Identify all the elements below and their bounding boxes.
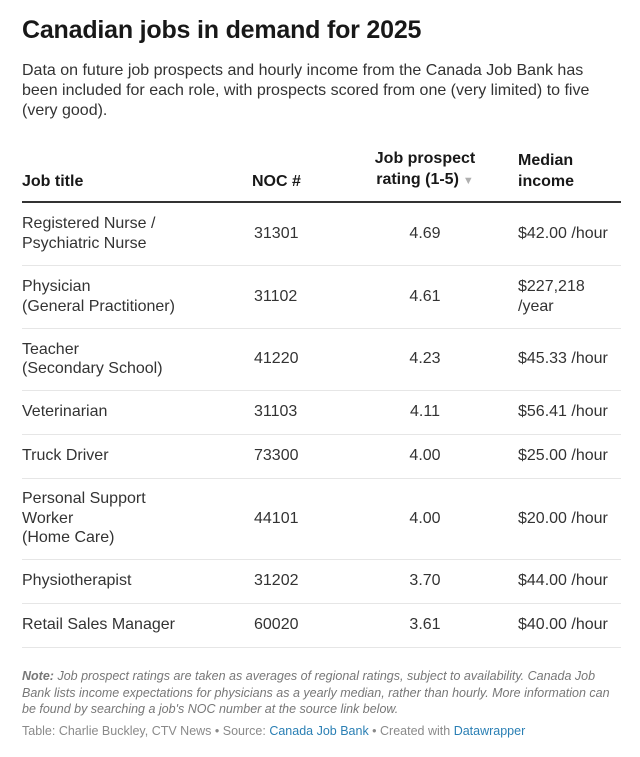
column-header-rating[interactable]: [350, 148, 518, 202]
table-row: [22, 603, 621, 647]
table-body: [22, 202, 621, 647]
cell-rating: 4.69: [350, 202, 518, 265]
cell-income: [518, 265, 621, 328]
cell-income: [518, 202, 621, 265]
column-header-job-title-label: Job title: [22, 173, 84, 190]
income-line: $20.00 /hour: [518, 509, 608, 527]
table-row: [22, 478, 621, 559]
cell-income: [518, 434, 621, 478]
cell-job-title: [22, 434, 252, 478]
job-title-line: Veterinarian: [22, 403, 108, 421]
table-header: [22, 148, 621, 202]
income-line: $42.00 /hour: [518, 225, 608, 242]
cell-job-title: [22, 478, 252, 559]
cell-noc: 73300: [252, 434, 350, 478]
job-title-line: (Secondary School): [22, 360, 163, 377]
income-line: $44.00 /hour: [518, 572, 608, 590]
cell-noc: 31102: [252, 265, 350, 328]
job-title-line: Personal Support: [22, 490, 146, 508]
cell-rating: 3.70: [350, 559, 518, 603]
cell-job-title: [22, 390, 252, 434]
table-row: [22, 265, 621, 328]
income-line: $45.33 /hour: [518, 350, 608, 368]
datawrapper-link[interactable]: Datawrapper: [453, 724, 526, 738]
job-title-line: Psychiatric Nurse: [22, 234, 147, 252]
job-title-line: (Home Care): [22, 529, 115, 547]
table-row: [22, 390, 621, 434]
credit-source-label: Source:: [222, 724, 270, 738]
income-line: /year: [518, 297, 554, 315]
table-row: [22, 328, 621, 390]
cell-job-title: [22, 265, 252, 328]
note-text: Job prospect ratings are taken as averages of regional ratings, subject to availability. Canada Job Bank lists income expectations for physicians as a yearly median, rather than hourly. More information can be found by searching a job's NOC number at the source link below.: [22, 669, 610, 716]
chart-note: [22, 668, 622, 718]
credit-separator: •: [211, 724, 223, 738]
column-header-income[interactable]: [518, 148, 621, 202]
cell-income: [518, 603, 621, 647]
cell-noc: 44101: [252, 478, 350, 559]
cell-rating: 4.23: [350, 328, 518, 390]
cell-job-title: [22, 328, 252, 390]
cell-rating: 3.61: [350, 603, 518, 647]
cell-income: [518, 478, 621, 559]
cell-income: [518, 559, 621, 603]
job-title-line: Physician: [22, 278, 91, 295]
chart-credit: [22, 724, 525, 738]
job-title-line: Physiotherapist: [22, 572, 132, 590]
column-header-noc-label: NOC #: [252, 173, 301, 190]
cell-job-title: [22, 202, 252, 265]
cell-job-title: [22, 559, 252, 603]
cell-rating: 4.11: [350, 390, 518, 434]
column-header-rating-line2: rating (1-5): [376, 171, 459, 188]
table-row: [22, 434, 621, 478]
income-line: $25.00 /hour: [518, 447, 608, 465]
cell-noc: 41220: [252, 328, 350, 390]
chart-subtitle: Data on future job prospects and hourly income from the Canada Job Bank has been included for each role, with prospects scored from one (very limited) to five (very good).: [22, 62, 590, 119]
cell-noc: 31103: [252, 390, 350, 434]
column-header-rating-line1: Job prospect: [374, 150, 476, 167]
job-title-line: Teacher: [22, 340, 79, 358]
income-line: $56.41 /hour: [518, 403, 608, 421]
job-title-line: Worker: [22, 509, 74, 527]
job-title-line: Truck Driver: [22, 447, 109, 465]
chart-title: Canadian jobs in demand for 2025: [22, 16, 422, 44]
cell-noc: 31202: [252, 559, 350, 603]
cell-noc: 60020: [252, 603, 350, 647]
column-header-income-line2: income: [518, 173, 575, 190]
jobs-table: [22, 148, 621, 648]
header-row: [22, 148, 621, 202]
job-title-line: (General Practitioner): [22, 297, 175, 315]
column-header-income-line1: Median: [518, 152, 574, 169]
cell-income: [518, 390, 621, 434]
credit-created-label: Created with: [380, 724, 454, 738]
job-title-line: Retail Sales Manager: [22, 616, 175, 634]
income-line: $227,218: [518, 278, 585, 295]
table-row: [22, 559, 621, 603]
income-line: $40.00 /hour: [518, 616, 608, 634]
credit-table-by: Table: Charlie Buckley, CTV News: [22, 724, 212, 738]
sort-descending-icon: ▼: [462, 175, 474, 187]
source-link[interactable]: Canada Job Bank: [269, 724, 369, 738]
job-title-line: Registered Nurse /: [22, 215, 156, 233]
cell-income: [518, 328, 621, 390]
note-label: Note:: [22, 669, 54, 683]
cell-rating: 4.00: [350, 478, 518, 559]
table-row: [22, 202, 621, 265]
cell-noc: 31301: [252, 202, 350, 265]
cell-job-title: [22, 603, 252, 647]
column-header-job-title[interactable]: [22, 148, 252, 202]
credit-separator: •: [368, 724, 381, 738]
cell-rating: 4.00: [350, 434, 518, 478]
column-header-noc[interactable]: [252, 148, 350, 202]
cell-rating: 4.61: [350, 265, 518, 328]
